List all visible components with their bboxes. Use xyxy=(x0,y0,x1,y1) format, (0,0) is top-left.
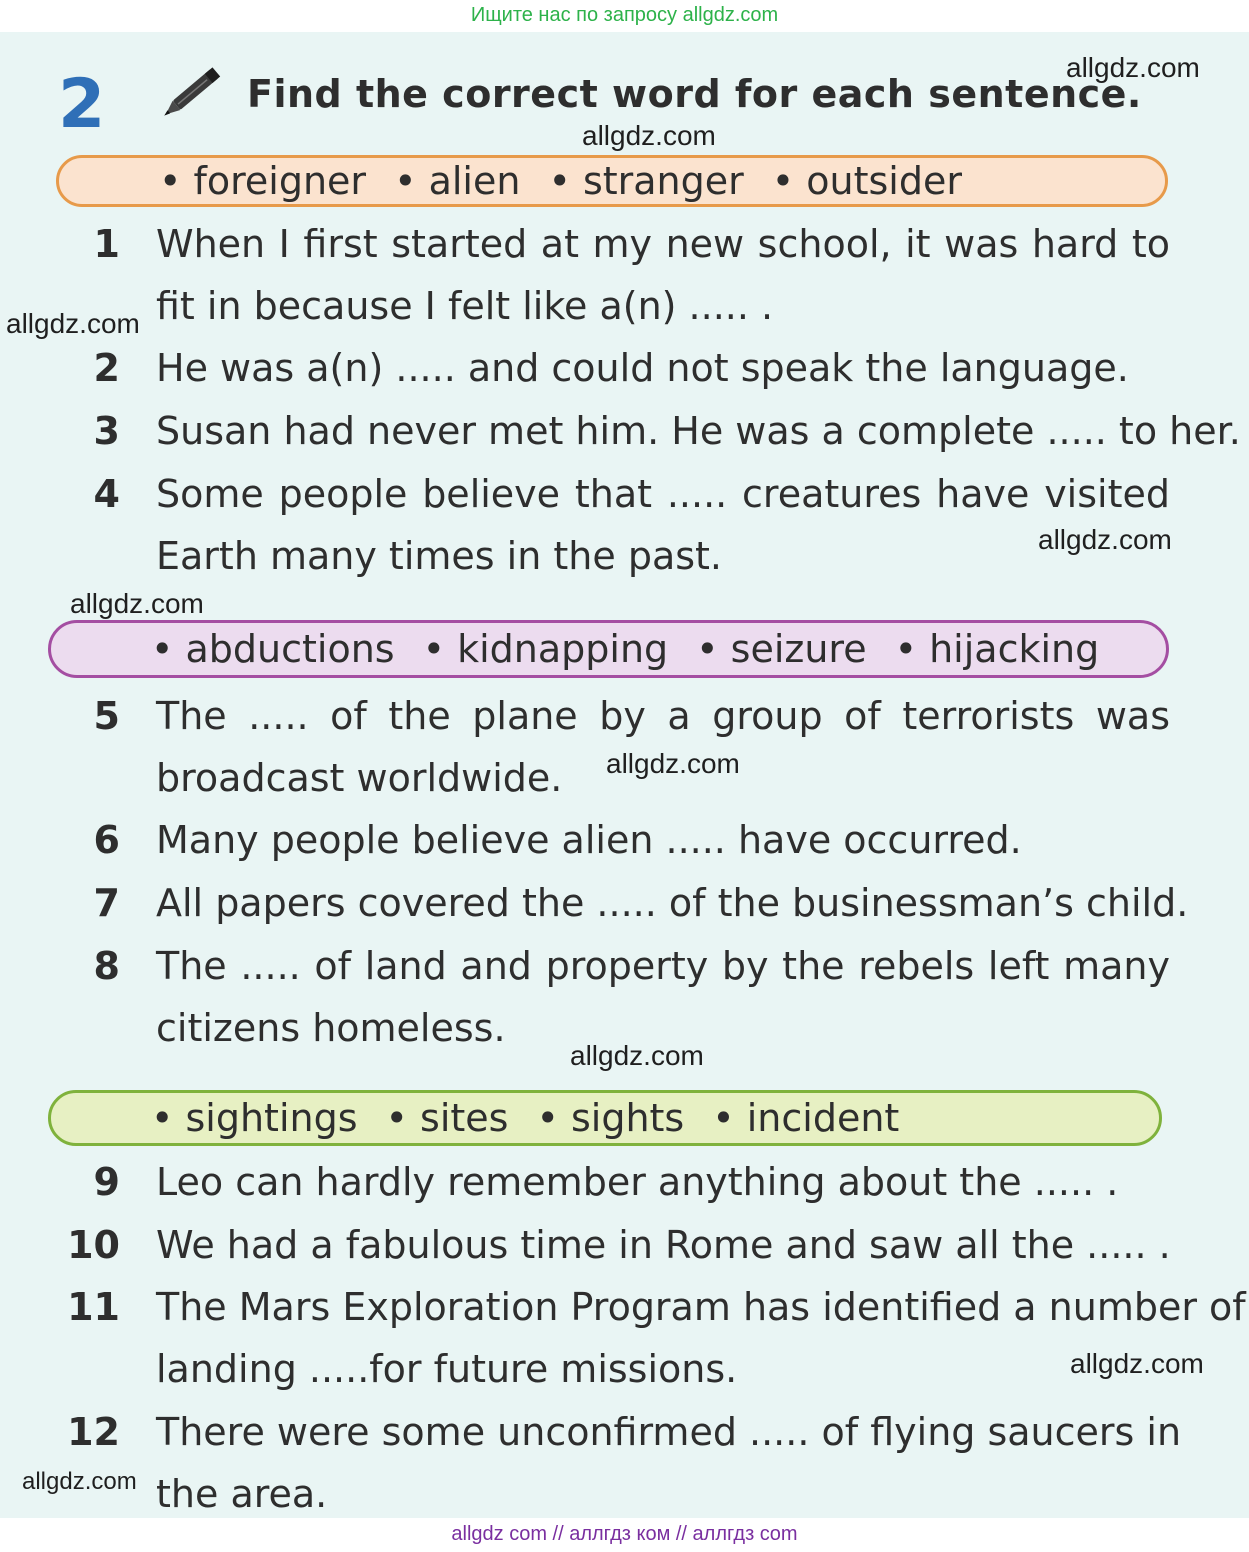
watermark: allgdz.com xyxy=(1066,52,1200,83)
word-option: • sites xyxy=(386,1096,509,1140)
sentence-line: The Mars Exploration Program has identified a number of xyxy=(156,1285,1246,1329)
watermark: allgdz.com xyxy=(1038,524,1172,555)
word-option: • kidnapping xyxy=(423,627,669,671)
watermark: allgdz.com xyxy=(70,588,204,619)
sentence-line: Many people believe alien ..... have occurred. xyxy=(156,818,1022,862)
word-option: • incident xyxy=(712,1096,899,1140)
word-option: • foreigner xyxy=(159,159,366,203)
word-box-1 xyxy=(56,155,1168,207)
item-number: 7 xyxy=(93,881,120,925)
pencil-icon xyxy=(152,52,236,132)
watermark: allgdz.com xyxy=(6,308,140,339)
item-number: 2 xyxy=(93,346,120,390)
sentence-line: Earth many times in the past. xyxy=(156,534,723,578)
item-number: 6 xyxy=(93,818,120,862)
sentence-line: Leo can hardly remember anything about the ..... . xyxy=(156,1160,1119,1204)
top-banner: Ищите нас по запросу allgdz.com xyxy=(470,4,779,26)
watermark: allgdz.com xyxy=(1070,1348,1204,1379)
watermark: allgdz.com xyxy=(606,748,740,779)
bottom-banner: allgdz com // аллгдз ком // аллгдз com xyxy=(451,1523,798,1545)
word-option: • hijacking xyxy=(895,627,1100,671)
sentence-line: broadcast worldwide. xyxy=(156,756,563,800)
word-box-3 xyxy=(48,1090,1162,1146)
sentence-line: The ..... of land and property by the rebels left many xyxy=(156,944,1170,988)
exercise-number: 2 xyxy=(58,65,106,144)
item-number: 10 xyxy=(67,1223,120,1267)
item-number: 3 xyxy=(93,409,120,453)
item-number: 4 xyxy=(93,472,120,516)
sentence-line: When I first started at my new school, it was hard to xyxy=(156,222,1170,266)
watermark: allgdz.com xyxy=(570,1040,704,1071)
sentence-line: The ..... of the plane by a group of terrorists was xyxy=(156,694,1170,738)
item-number: 11 xyxy=(67,1285,120,1329)
word-option: • seizure xyxy=(696,627,866,671)
word-option: • alien xyxy=(394,159,520,203)
textbook-page xyxy=(0,32,1249,1518)
sentence-line: landing .....for future missions. xyxy=(156,1347,738,1391)
sentence-line: citizens homeless. xyxy=(156,1006,506,1050)
sentence-line: All papers covered the ..... of the businessman’s child. xyxy=(156,881,1189,925)
word-option: • outsider xyxy=(772,159,962,203)
exercise-title: Find the correct word for each sentence. xyxy=(247,72,1142,116)
sentence-line: Some people believe that ..... creatures have visited xyxy=(156,472,1170,516)
item-number: 1 xyxy=(93,222,120,266)
item-number: 8 xyxy=(93,944,120,988)
item-number: 9 xyxy=(93,1160,120,1204)
sentence-line: He was a(n) ..... and could not speak the language. xyxy=(156,346,1129,390)
word-box-2 xyxy=(48,620,1169,678)
watermark: allgdz.com xyxy=(582,120,716,151)
sentence-line: There were some unconfirmed ..... of flying saucers in xyxy=(156,1410,1182,1454)
sentence-line: fit in because I felt like a(n) ..... . xyxy=(156,284,774,328)
sentence-line: Susan had never met him. He was a complete ..... to her. xyxy=(156,409,1241,453)
word-option: • stranger xyxy=(548,159,743,203)
word-option: • sights xyxy=(536,1096,684,1140)
watermark: allgdz.com xyxy=(22,1468,137,1495)
sentence-line: the area. xyxy=(156,1472,328,1516)
item-number: 12 xyxy=(67,1410,120,1454)
word-option: • sightings xyxy=(151,1096,358,1140)
item-number: 5 xyxy=(93,694,120,738)
sentence-line: We had a fabulous time in Rome and saw all the ..... . xyxy=(156,1223,1171,1267)
word-option: • abductions xyxy=(151,627,395,671)
